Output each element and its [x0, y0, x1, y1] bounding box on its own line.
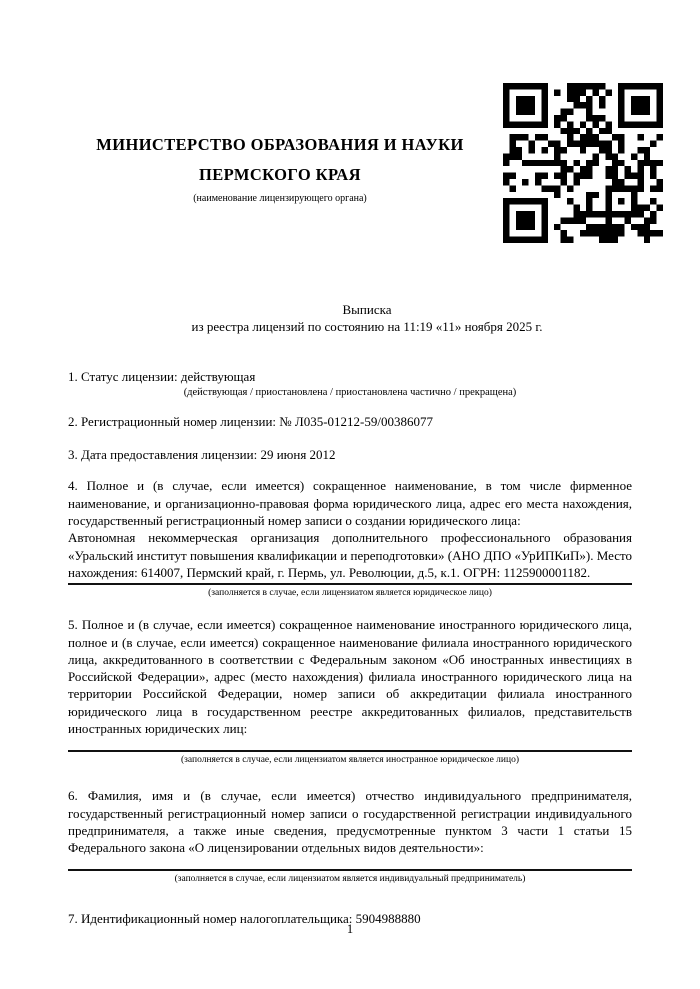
field-legal-entity-value: Автономная некоммерческая организация дополнительного профессионального образования «Уральский институт повышения квалификации и переподготовки» (АНО ДПО «УрИПКиП»). Место нахождения: 614007, Пермский край, г. Пермь, ул. Революции, д.5, к.1. ОГРН: 1125900001182.: [68, 530, 632, 580]
field-foreign-entity-label: 5. Полное и (в случае, если имеется) сокращенное наименование иностранного юридического лица, полное и (в случае, если имеется) сокращенное наименование филиала иностранного юридического лица, аккредитованного в соответствии с Федеральным законом «Об иностранных инвестициях в Российской Федерации», адрес (место нахождения) филиала иностранного юридического лица на территории Российской Федерации, номер записи об аккредитации филиала иностранного юридического лица в государственном реестре аккредитованных филиалов, представительств иностранных юридических лиц:: [68, 617, 632, 737]
ministry-name-line1: МИНИСТЕРСТВО ОБРАЗОВАНИЯ И НАУКИ: [96, 135, 464, 154]
title-line2: из реестра лицензий по состоянию на 11:19 «11» ноября 2025 г.: [191, 319, 543, 335]
field-license-status: 1. Статус лицензии: действующая: [68, 368, 256, 384]
title-line1: Выписка: [342, 302, 392, 317]
qr-code-icon: [503, 83, 663, 243]
field-legal-entity-caption: (заполняется в случае, если лицензиатом является юридическое лицо): [208, 588, 492, 599]
field-license-status-caption: (действующая / приостановлена / приостановлена частично / прекращена): [183, 386, 517, 398]
page-number: 1: [346, 922, 354, 936]
fill-line: [68, 583, 632, 585]
fill-line: [68, 869, 632, 871]
document-title: [85, 301, 649, 336]
ministry-name-line2: ПЕРМСКОГО КРАЯ: [199, 165, 361, 184]
field-taxpayer-number: 7. Идентификационный номер налогоплательщика: 5904988880: [68, 910, 421, 926]
field-legal-entity-label: 4. Полное и (в случае, если имеется) сокращенное наименование, в том числе фирменное наименование, и организационно-правовая форма юридического лица, адрес его места нахождения, государственный регистрационный номер записи о создании юридического лица:: [68, 478, 632, 529]
document-body: [68, 301, 632, 927]
fill-line: [68, 750, 632, 752]
letterhead-caption: (наименование лицензирующего органа): [193, 193, 367, 204]
field-entrepreneur-caption: (заполняется в случае, если лицензиатом является индивидуальный предприниматель): [174, 873, 526, 884]
field-foreign-entity-caption: (заполняется в случае, если лицензиатом является иностранное юридическое лицо): [181, 755, 519, 766]
field-license-date: 3. Дата предоставления лицензии: 29 июня 2012: [68, 447, 336, 463]
field-registration-number: 2. Регистрационный номер лицензии: № Л035-01212-59/00386077: [68, 413, 434, 429]
field-entrepreneur-label: 6. Фамилия, имя и (в случае, если имеется) отчество индивидуального предпринимателя, государственный регистрационный номер записи о государственной регистрации индивидуального предпринимателя, а также иные сведения, предусмотренные пунктом 3 части 1 статьи 15 Федерального закона «О лицензировании отдельных видов деятельности»:: [68, 788, 632, 856]
letterhead: [68, 130, 492, 205]
